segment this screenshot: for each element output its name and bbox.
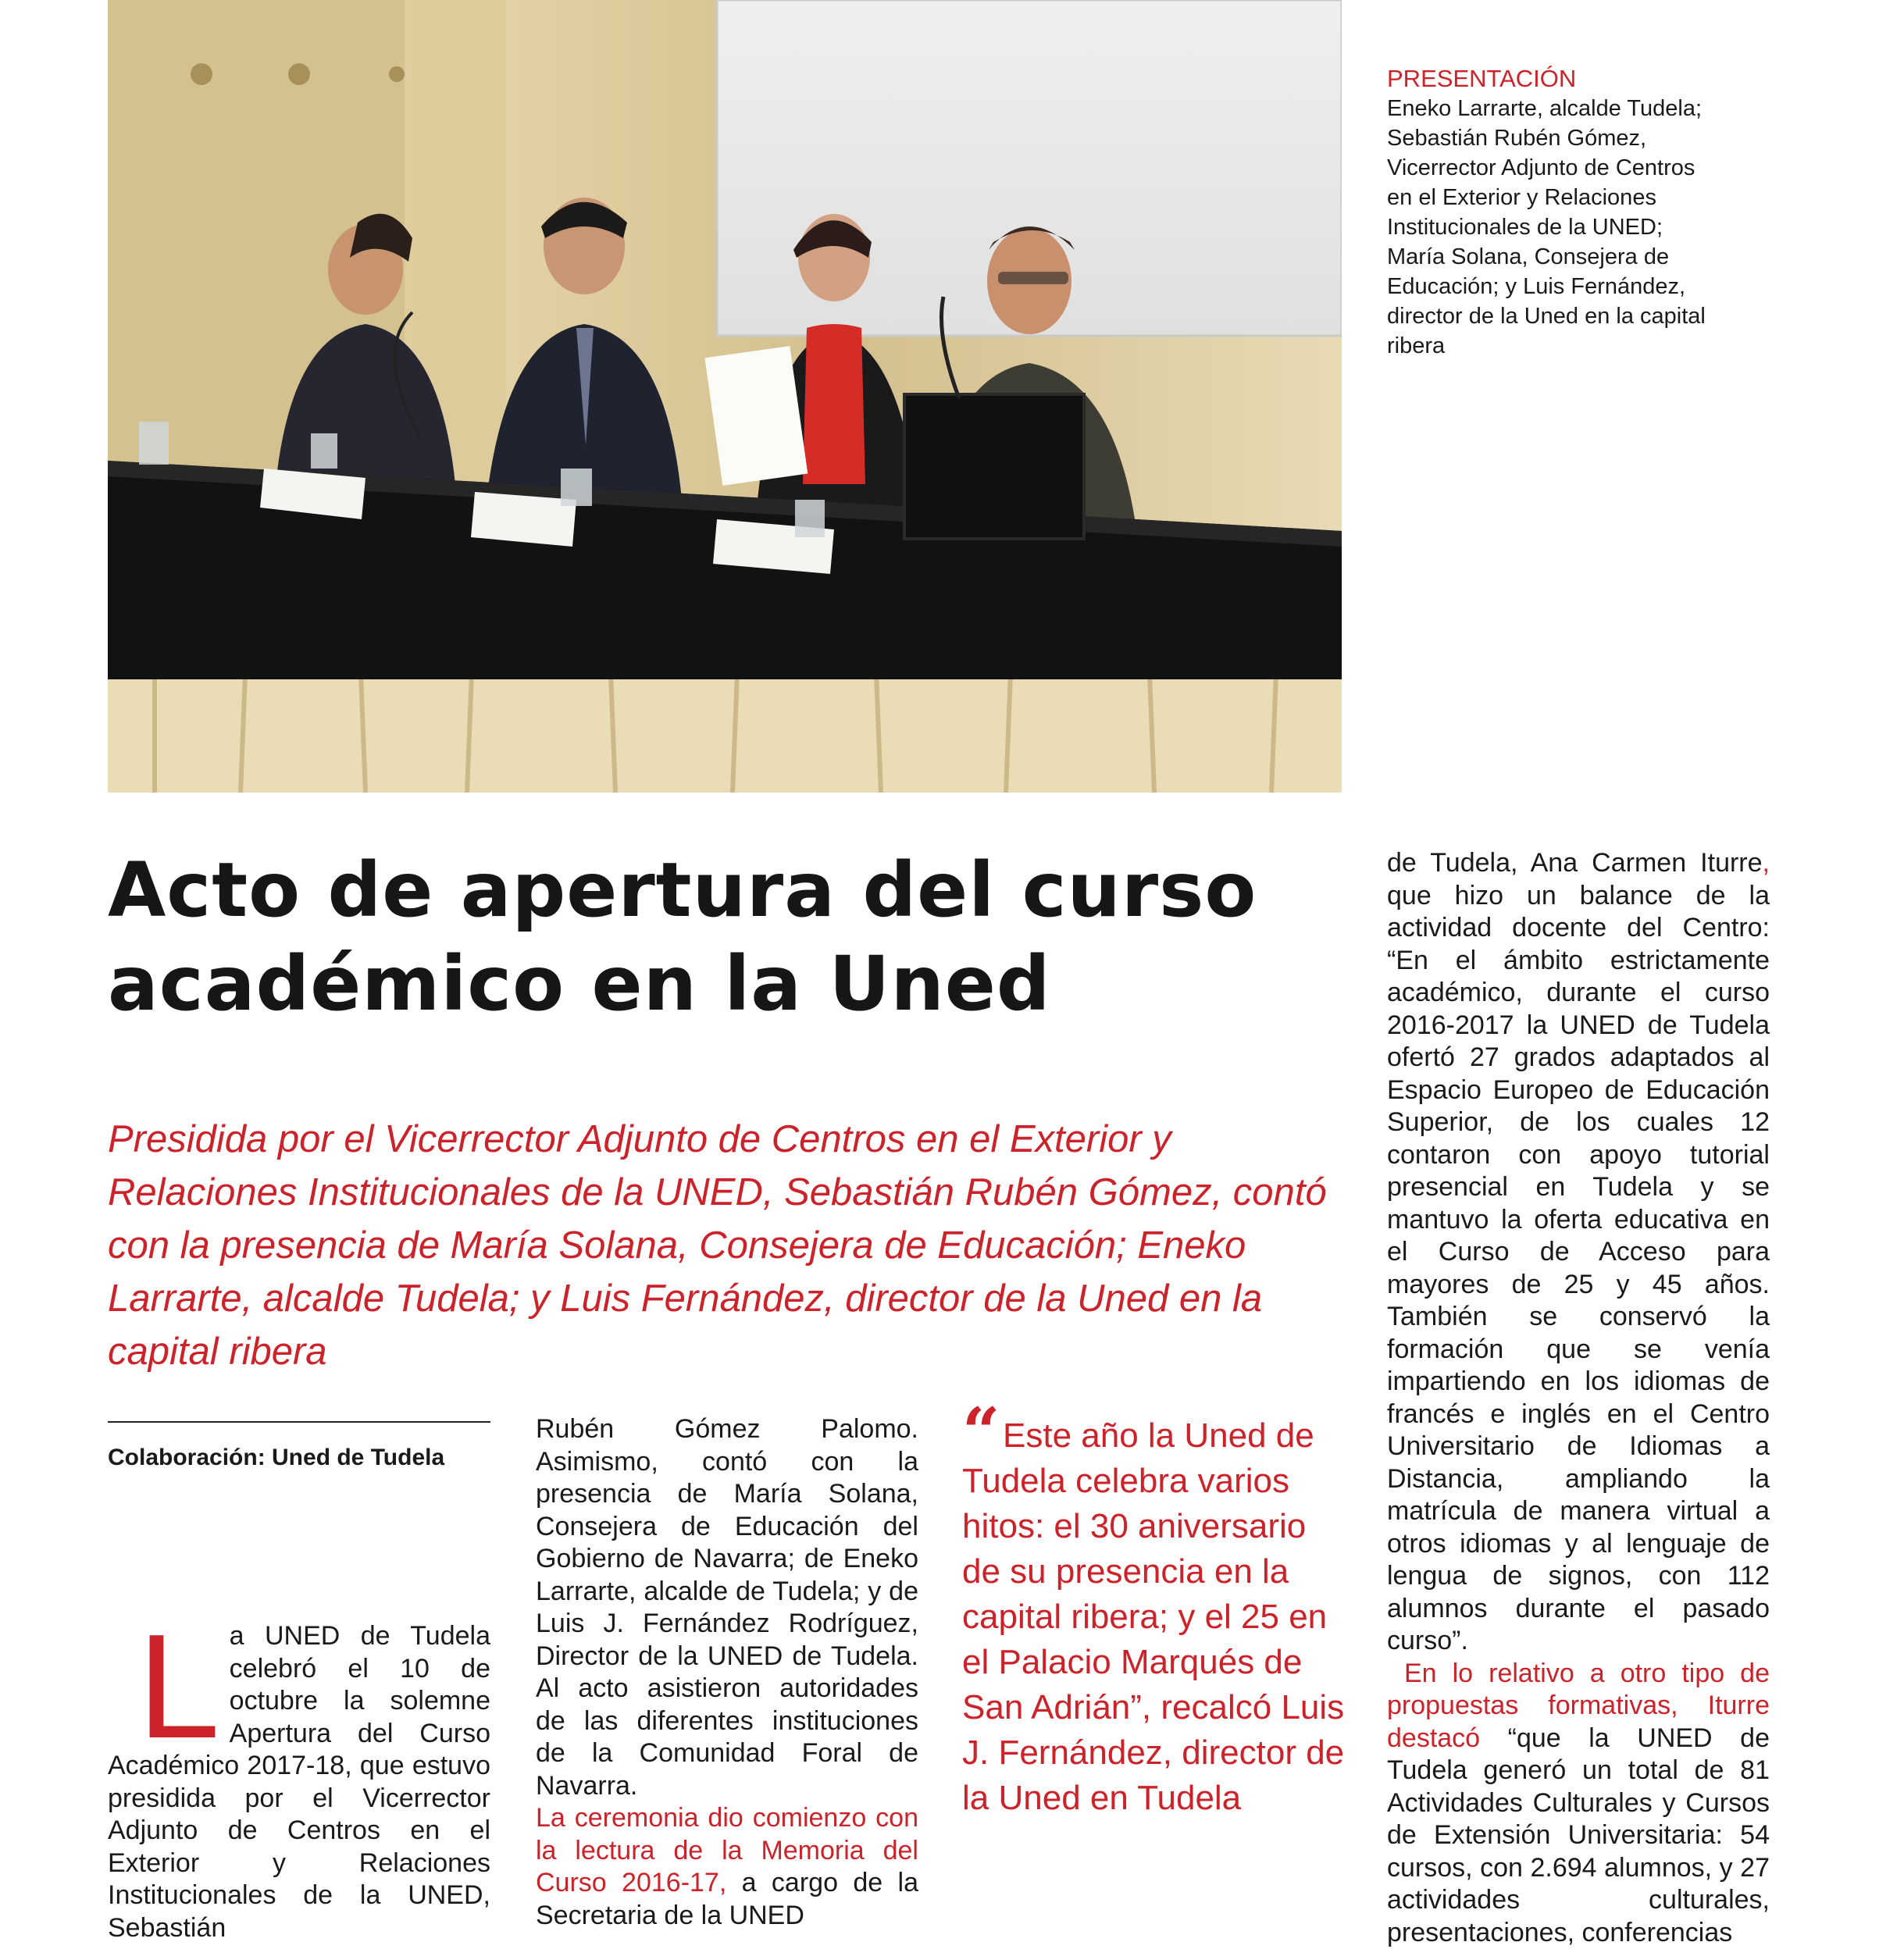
byline: Colaboración: Uned de Tudela (108, 1445, 498, 1471)
pull-quote (962, 1413, 1353, 1821)
pull-quote-text: Este año la Uned de Tudela celebra varios hitos: el 30 aniversario de su presencia en la capital ribera; y el 25 en el Palacio Marqués de San Adrián”, recalcó Luis J. Fernández, director de la Uned en Tudela (962, 1413, 1353, 1821)
body-column-1 (108, 1620, 490, 1944)
photo-caption (1387, 64, 1715, 361)
highlighted-lead-in: La ceremonia dio comienzo con la lectura de la Memoria del Curso 2016-17, (536, 1803, 918, 1897)
event-photo (108, 0, 1342, 793)
caption-text: Eneko Larrarte, alcalde Tudela; Sebastián Rubén Gómez, Vicerrector Adjunto de Centros en el Exterior y Relaciones Institucionales de la UNED; María Solana, Consejera de Educación; y Luis Fernández, director de la Uned en la capital ribera (1387, 96, 1706, 358)
body-column-4-start: de Tudela, Ana Carmen Iturre (1387, 848, 1763, 878)
body-column-2-paragraph-2 (536, 1802, 918, 1932)
event-photo-illustration (108, 0, 1342, 793)
body-column-4-paragraph-2 (1387, 1658, 1770, 1949)
red-comma: , (1763, 848, 1770, 878)
article-headline (108, 843, 1342, 1031)
drop-cap: L (137, 1628, 220, 1745)
body-column-1-text: a UNED de Tudela celebró el 10 de octubre la solemne Apertura del Curso Académico 2017-18, que estuvo presidida por el Vicerrector Adjunto de Centros en el Exterior y Relaciones Institucionales de la UNED, Sebastián (108, 1621, 490, 1943)
body-column-4-paragraph-1 (1387, 847, 1770, 1658)
highlighted-lead-in-2: En lo relativo a otro tipo de propuestas formativas, Iturre destacó (1387, 1659, 1770, 1753)
headline-line-1: Acto de apertura del curso (108, 846, 1257, 934)
quote-mark-icon: “ (962, 1399, 1000, 1465)
body-column-4 (1387, 847, 1770, 1949)
byline-rule (108, 1421, 490, 1423)
body-column-2-paragraph-1: Rubén Gómez Palomo. Asimismo, contó con la presencia de María Solana, Consejera de Educación del Gobierno de Navarra; de Eneko Larrarte, alcalde de Tudela; y de Luis J. Fernández Rodríguez, Director de la UNED de Tudela. Al acto asistieron autoridades de las diferentes instituciones de la Comunidad Foral de Navarra. (536, 1413, 918, 1802)
body-column-4-paragraph-2-text: “que la UNED de Tudela generó un total de 81 Actividades Culturales y Cursos de Extensión Universitaria: 54 cursos, con 2.694 alumnos, y 27 actividades culturales, presentaciones, conferencias (1387, 1723, 1770, 1947)
headline-line-2: académico en la Uned (108, 940, 1051, 1028)
caption-kicker: PRESENTACIÓN (1387, 64, 1715, 94)
body-column-4-text: que hizo un balance de la actividad docente del Centro: “En el ámbito estrictamente académico, durante el curso 2016-2017 la UNED de Tudela ofertó 27 grados adaptados al Espacio Europeo de Educación Superior, de los cuales 12 contaron con apoyo tutorial presencial en Tudela y se mantuvo la oferta educativa en el Curso de Acceso para mayores de 25 y 45 años. También se conservó la formación que se venía impartiendo en los idiomas de francés e inglés en el Centro Universitario de Idiomas a Distancia, ampliando la matrícula de manera virtual a otros idiomas y al lenguaje de lengua de signos, con 112 alumnos durante el pasado curso”. (1387, 881, 1770, 1656)
article-subhead: Presidida por el Vicerrector Adjunto de Centros en el Exterior y Relaciones Institucionales de la UNED, Sebastián Rubén Gómez, contó con la presencia de María Solana, Consejera de Educación; Eneko Larrarte, alcalde Tudela; y Luis Fernández, director de la Uned en la capital ribera (108, 1113, 1342, 1378)
body-column-2-paragraph-2-text: a cargo de la Secretaria de la UNED (536, 1868, 918, 1930)
body-column-2 (536, 1413, 918, 1932)
